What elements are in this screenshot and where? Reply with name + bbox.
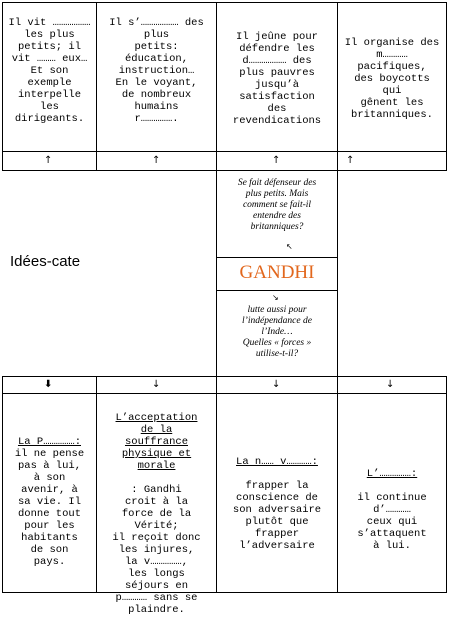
bottom-cell-3 [216,393,338,593]
up-arrow-row [2,151,447,171]
down-arrow-icon: ↓ [152,379,161,390]
gandhi-title: GANDHI [239,262,315,283]
top-cell-4: Il organise des m………… pacifiques, des boycotts qui gênent les britanniques. [337,2,447,152]
down-arrow-icon: ⬇ [44,379,53,390]
down-arrow-icon: ↓ [386,379,395,390]
bottom-cell-1-head: La P……………: [17,436,81,448]
center-question-top: Se fait défenseur des plus petits. Mais comment se fait-il entendre des britanniques? [237,178,317,232]
up-arrow-icon: ↑ [44,155,53,166]
bottom-cell-1 [2,393,97,593]
bottom-cell-2 [96,393,217,616]
bottom-cell-4 [337,393,447,593]
top-cell-2: Il s’……………… des plus petits: éducation, instruction… En le voyant, de nombreux humains r……………. [96,2,217,152]
bottom-cell-3-head: La n…… v…………: [236,456,318,468]
small-arrow-icon: ↘ [272,293,279,302]
bottom-cell-1-body: il ne pense pas à lui, à son avenir, à sa vie. Il donne tout pour les habitants de son pays. [14,448,85,568]
up-arrow-icon: ↑ [272,155,281,166]
top-cell-1: Il vit ……………… les plus petits; il vit ……… eux… Et son exemple interpelle les dirigeants. [2,2,97,152]
bottom-cell-4-body: il continue d’………… ceux qui s’attaquent à lui. [357,492,427,552]
center-question-bottom: lutte aussi pour l’indépendance de l’Inde… Quelles « forces » utilise-t-il? [242,305,312,359]
bottom-cell-4-head: L’……………: [366,468,418,480]
top-cell-3: Il jeûne pour défendre les d……………… des plus pauvres jusqu’à satisfaction des revendications [216,2,338,152]
bottom-cell-3-body: frapper la conscience de son adversaire plutôt que frapper l’adversaire [232,480,322,552]
up-arrow-icon: ↑ [152,155,161,166]
bottom-cell-2-body: : Gandhi croit à la force de la Vérité; il reçoit donc les injures, la v……………, les longs séjours en p………… sans se plaindre. [112,484,201,616]
side-label: Idées-cate [10,253,81,270]
small-arrow-icon: ↖ [286,242,293,251]
down-arrow-row [2,376,447,394]
bottom-cell-2-head: L’acceptation de la souffrance physique et morale [115,412,198,472]
down-arrow-icon: ↓ [272,379,281,390]
up-arrow-icon: ↑ [346,155,355,166]
